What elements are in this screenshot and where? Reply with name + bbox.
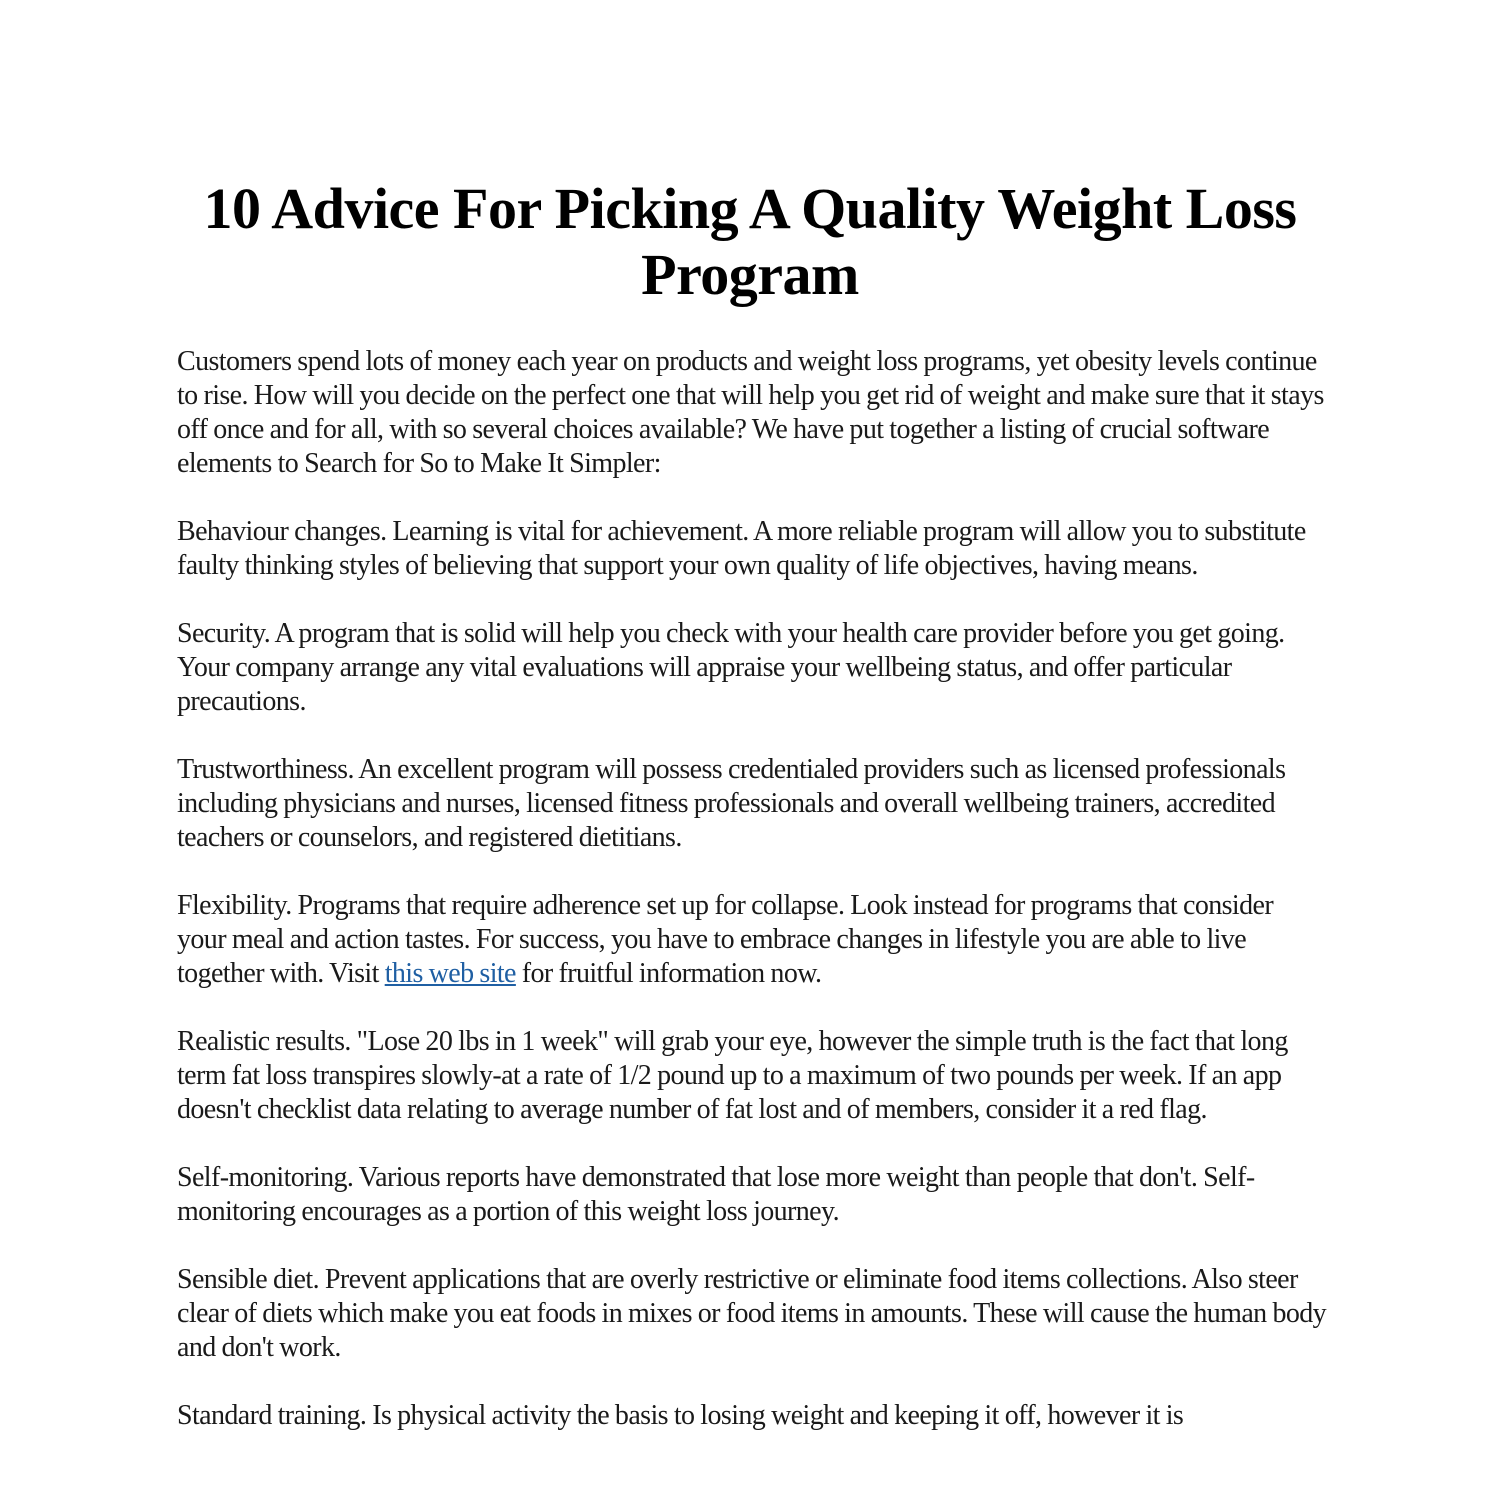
paragraph-standard-training: Standard training. Is physical activity the basis to losing weight and keeping it off, however it is [177, 1400, 1184, 1431]
paragraph-intro: Customers spend lots of money each year on products and weight loss programs, yet obesity levels continue to rise. How will you decide on the perfect one that will help you get rid of weight and make sure that it stays off once and for all, with so several choices available? We have put together a listing of crucial software elements to Search for So to Make It Simpler: [177, 346, 1324, 479]
web-site-link[interactable]: this web site [384, 958, 516, 989]
document-body [177, 345, 1327, 1467]
flexibility-text-after: for fruitful information now. [515, 958, 822, 989]
flexibility-text-before: Flexibility. Programs that require adherence set up for collapse. Look instead for programs that consider your meal and action tastes. For success, you have to embrace changes in lifestyle you are able to live together with. Visit [177, 890, 1274, 989]
paragraph-flexibility [177, 889, 1327, 991]
paragraph-self-monitoring: Self-monitoring. Various reports have demonstrated that lose more weight than people that don't. Self-monitoring encourages as a portion of this weight loss journey. [177, 1162, 1255, 1227]
paragraph-security: Security. A program that is solid will help you check with your health care provider before you get going. Your company arrange any vital evaluations will appraise your wellbeing status, and offer particular precautions. [177, 618, 1285, 717]
paragraph-sensible-diet: Sensible diet. Prevent applications that are overly restrictive or eliminate food items collections. Also steer clear of diets which make you eat foods in mixes or food items in amounts. These will cause the human body and don't work. [177, 1264, 1327, 1363]
paragraph-trustworthiness: Trustworthiness. An excellent program will possess credentialed providers such as licensed professionals including physicians and nurses, licensed fitness professionals and overall wellbeing trainers, accredited teachers or counselors, and registered dietitians. [177, 754, 1286, 853]
document-title: 10 Advice For Picking A Quality Weight Loss Program [203, 176, 1297, 307]
paragraph-realistic-results: Realistic results. "Lose 20 lbs in 1 week" will grab your eye, however the simple truth is the fact that long term fat loss transpires slowly-at a rate of 1/2 pound up to a maximum of two pounds per week. If an app doesn't checklist data relating to average number of fat lost and of members, consider it a red flag. [177, 1026, 1288, 1125]
paragraph-behaviour-changes: Behaviour changes. Learning is vital for achievement. A more reliable program will allow you to substitute faulty thinking styles of believing that support your own quality of life objectives, having means. [177, 516, 1306, 581]
